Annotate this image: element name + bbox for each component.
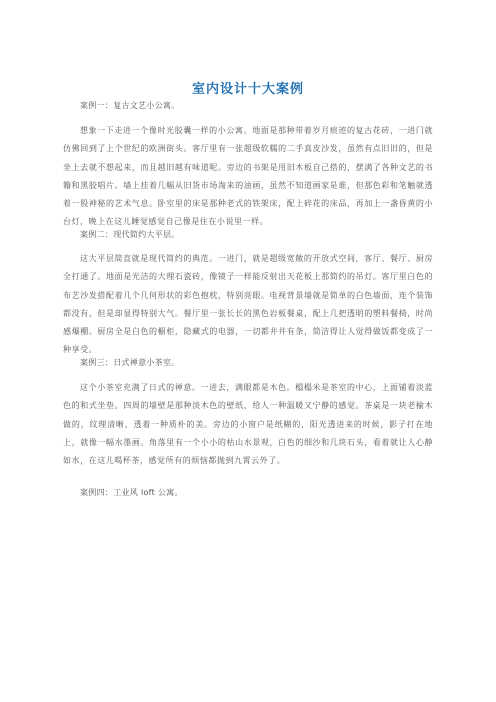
case-1-heading: 案例一：复古文艺小公寓。 — [80, 101, 180, 110]
case-1-body: 想象一下走进一个像时光胶囊一样的小公寓。地面是那种带着岁月痕迹的复古花砖，一进门就仿佛回到了上个世纪的欧洲街头。客厅里有一张超级软糯的二手真皮沙发，虽然有点旧旧的，但是坐上去就不想起来，而且越旧越有味道呢。旁边的书架是用旧木板自己搭的，摆满了各种文艺的书籍和黑胶唱片。墙上挂着几幅从旧货市场淘来的油画，虽然不知道画家是谁，但那色彩和笔触就透着一股神秘的艺术气息。卧室里的床是那种老式的铁架床，配上碎花的床品，再加上一盏昏黄的小台灯，晚上在这儿睡觉感觉自己像是住在小说里一样。 — [63, 126, 433, 227]
case-4-heading: 案例四：工业风 loft 公寓。 — [80, 488, 183, 497]
case-2-body: 这大平层简直就是现代简约的典范。一进门，就是超级宽敞的开放式空间，客厅、餐厅、厨房全打通了。地面是光洁的大理石瓷砖，像镜子一样能反射出天花板上那简约的吊灯。客厅里白色的布艺沙发搭配着几个几何形状的彩色抱枕，特别亮眼。电视背景墙就是简单的白色墙面，连个装饰都没有，但是却显得特别大气。餐厅里一张长长的黑色岩板餐桌，配上几把透明的塑料餐椅，时尚感爆棚。厨房全是白色的橱柜，隐藏式的电器，一切都井井有条，简洁得让人觉得做饭都变成了一种享受。 — [63, 254, 433, 355]
case-2-heading: 案例二：现代简约大平层。 — [80, 230, 180, 239]
document-title: 室内设计十大案例 — [191, 82, 304, 97]
case-3-heading: 案例三：日式禅意小茶室。 — [80, 358, 180, 367]
case-3-body: 这个小茶室充满了日式的禅意。一进去，满眼都是木色。榻榻米是茶室的中心，上面铺着淡蓝色的和式坐垫。四周的墙壁是那种淡木色的壁纸，给人一种温暖又宁静的感觉。茶桌是一块老榆木做的，纹理清晰，透着一种质朴的美。旁边的小窗户是纸糊的，阳光透进来的时候，影子打在地上，就像一幅水墨画。角落里有一个小小的枯山水景观，白色的细沙和几块石头，看着就让人心静如水，在这儿喝杯茶，感觉所有的烦恼都抛到九霄云外了。 — [63, 383, 433, 466]
